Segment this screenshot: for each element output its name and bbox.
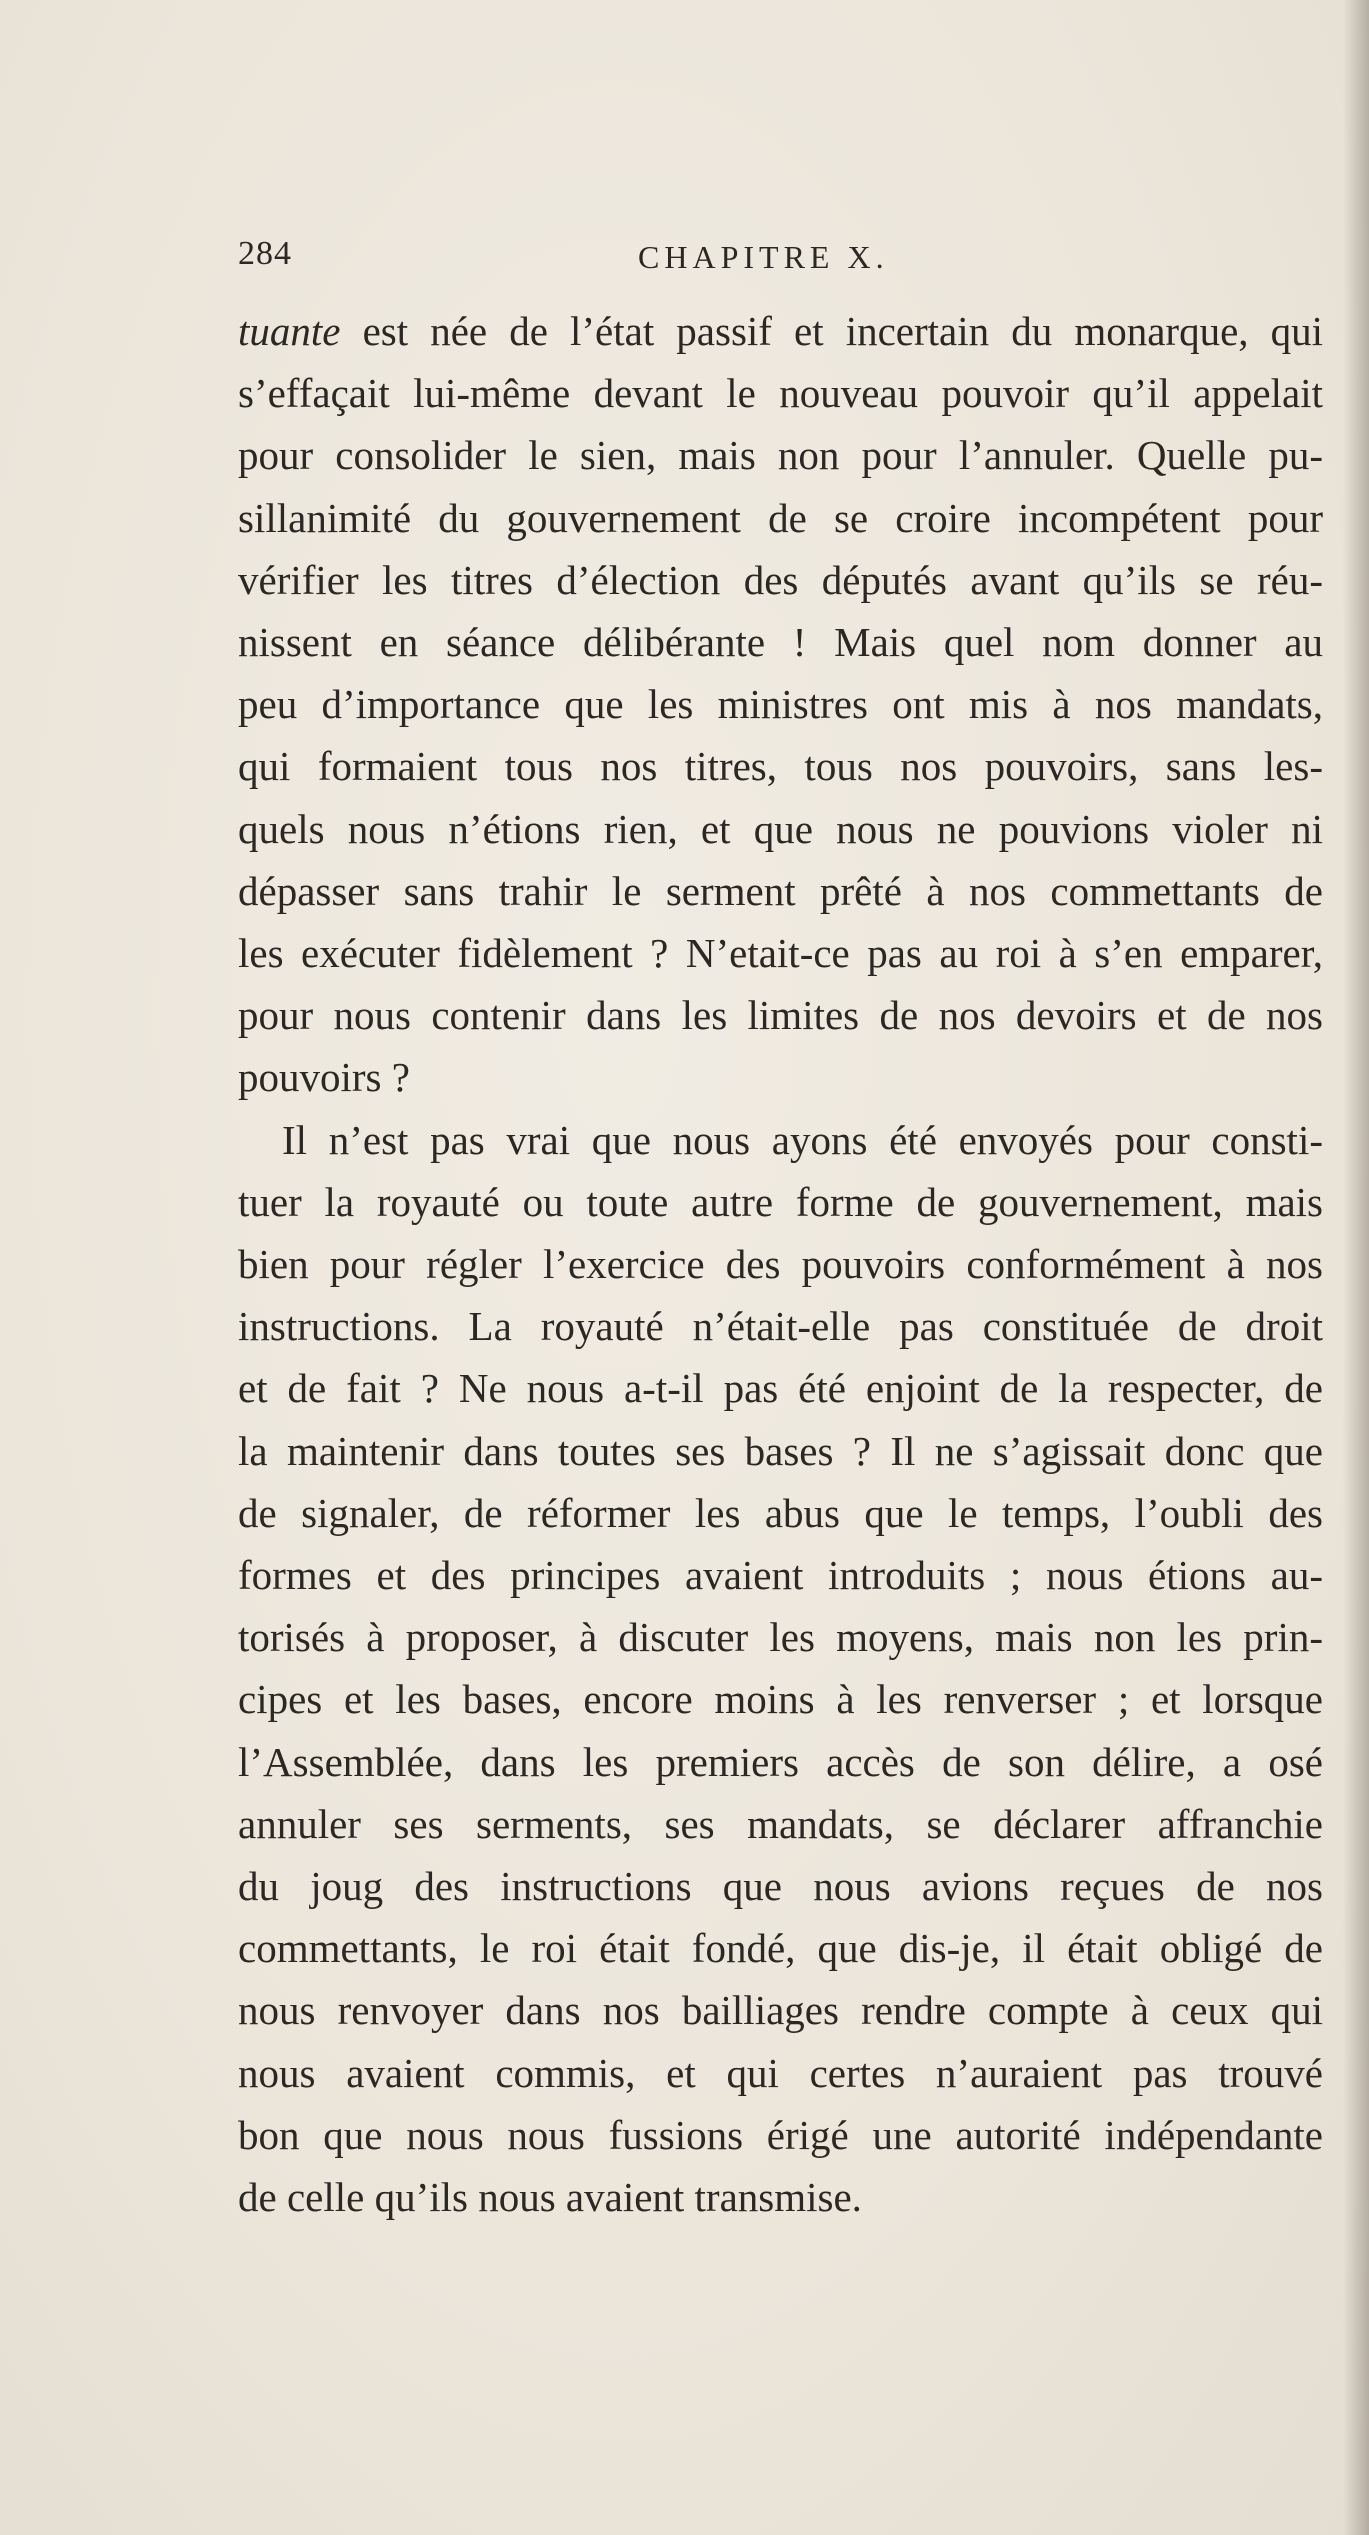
text-line: [238, 487, 1323, 549]
line-text: annuler ses serments, ses mandats, se déclarer affranchie: [238, 1800, 1323, 1847]
line-text: pour consolider le sien, mais non pour l’annuler. Quelle pu-: [238, 432, 1323, 479]
page-number: 284: [238, 235, 292, 272]
line-text: qui formaient tous nos titres, tous nos pouvoirs, sans les-: [238, 743, 1323, 790]
line-text: pouvoirs ?: [238, 1054, 410, 1101]
text-line: [238, 2166, 1323, 2228]
text-line: [238, 300, 1323, 362]
line-text: de celle qu’ils nous avaient transmise.: [238, 2174, 862, 2221]
body-text: [238, 300, 1323, 2228]
line-text: pour nous contenir dans les limites de nos devoirs et de nos: [238, 992, 1323, 1039]
text-line: [238, 2042, 1323, 2104]
line-text: les exécuter fidèlement ? N’etait-ce pas au roi à s’en emparer,: [238, 930, 1323, 977]
text-line: [238, 1731, 1323, 1793]
text-line: [238, 984, 1323, 1046]
line-text: quels nous n’étions rien, et que nous ne pouvions violer ni: [238, 805, 1323, 852]
text-line: [238, 1668, 1323, 1730]
text-line: [238, 1171, 1323, 1233]
italic-word: tuante: [238, 308, 341, 354]
line-text: nissent en séance délibérante ! Mais quel nom donner au: [238, 619, 1323, 666]
text-line: [238, 1606, 1323, 1668]
text-line: [238, 798, 1323, 860]
text-line: [238, 922, 1323, 984]
text-line: [238, 424, 1323, 486]
text-line: [238, 1046, 1323, 1108]
line-text: Il n’est pas vrai que nous ayons été envoyés pour consti-: [282, 1116, 1323, 1163]
text-line: [238, 2104, 1323, 2166]
text-line: [238, 1109, 1323, 1171]
page-header: [238, 235, 1323, 295]
line-text: commettants, le roi était fondé, que dis-je, il était obligé de: [238, 1925, 1323, 1972]
text-line: [238, 1979, 1323, 2041]
line-text: et de fait ? Ne nous a-t-il pas été enjoint de la respecter, de: [238, 1365, 1323, 1412]
text-line: [238, 673, 1323, 735]
line-text: dépasser sans trahir le serment prêté à nos commettants de: [238, 867, 1323, 914]
text-line: [238, 1544, 1323, 1606]
line-text: nous renvoyer dans nos bailliages rendre compte à ceux qui: [238, 1987, 1323, 2034]
running-head: CHAPITRE X.: [638, 239, 889, 275]
text-line: [238, 1233, 1323, 1295]
line-text: bien pour régler l’exercice des pouvoirs conformément à nos: [238, 1241, 1323, 1288]
line-text: formes et des principes avaient introduits ; nous étions au-: [238, 1552, 1323, 1599]
text-line: [238, 860, 1323, 922]
line-text: peu d’importance que les ministres ont mis à nos mandats,: [238, 681, 1323, 728]
text-line: [238, 1482, 1323, 1544]
line-text: de signaler, de réformer les abus que le temps, l’oubli des: [238, 1489, 1323, 1536]
line-text: est née de l’état passif et incertain du monarque, qui: [340, 308, 1323, 354]
line-text: vérifier les titres d’élection des députés avant qu’ils se réu-: [238, 556, 1323, 603]
line-text: instructions. La royauté n’était-elle pas constituée de droit: [238, 1303, 1323, 1350]
text-line: [238, 1295, 1323, 1357]
text-line: [238, 1855, 1323, 1917]
text-line: [238, 735, 1323, 797]
line-text: l’Assemblée, dans les premiers accès de son délire, a osé: [238, 1738, 1323, 1785]
line-text: tuer la royauté ou toute autre forme de gouvernement, mais: [238, 1178, 1323, 1225]
line-text: la maintenir dans toutes ses bases ? Il ne s’agissait donc que: [238, 1427, 1323, 1474]
text-line: [238, 611, 1323, 673]
text-line: [238, 362, 1323, 424]
page-edge-shadow: [1343, 0, 1369, 2535]
text-line: [238, 1357, 1323, 1419]
line-text: du joug des instructions que nous avions reçues de nos: [238, 1863, 1323, 1910]
text-line: [238, 1917, 1323, 1979]
line-text: torisés à proposer, à discuter les moyens, mais non les prin-: [238, 1614, 1323, 1661]
line-text: cipes et les bases, encore moins à les renverser ; et lorsque: [238, 1676, 1323, 1723]
line-text: sillanimité du gouvernement de se croire incompétent pour: [238, 494, 1323, 541]
line-text: bon que nous nous fussions érigé une autorité indépendante: [238, 2111, 1323, 2158]
text-line: [238, 549, 1323, 611]
line-text: nous avaient commis, et qui certes n’auraient pas trouvé: [238, 2049, 1323, 2096]
text-line: [238, 1420, 1323, 1482]
line-text: s’effaçait lui-même devant le nouveau pouvoir qu’il appelait: [238, 370, 1323, 417]
text-line: [238, 1793, 1323, 1855]
